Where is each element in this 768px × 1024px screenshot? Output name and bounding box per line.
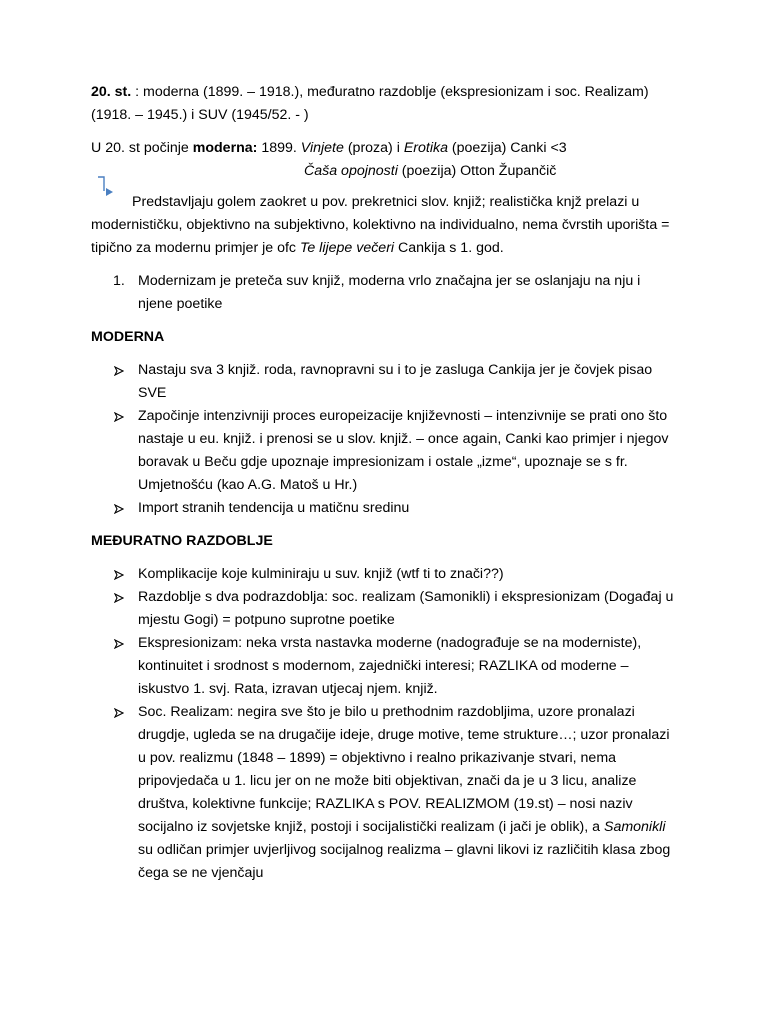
list-item-text-a: Soc. Realizam: negira sve što je bilo u prethodnim razdobljima, uzore pronalazi drugdje, ugleda se na drugačije ideje, druge motive, teme strukture…; uzor pronalazi u pov. realizmu (1848 – 1899) = objektivno i realno prikazivanje stvari, nema pripovjedača u 1. licu jer on ne može biti objektivan, znači da je u 3 licu, analize društva, kolektivne funkcije; RAZLIKA s POV. REALIZMOM (19.st) – nosi naziv socijalno iz sovjetske knjiž, postoji i socijalistički realizam (i jači je oblik), a bbox=[138, 704, 670, 835]
body-text-c: Cankija s 1. god. bbox=[394, 240, 504, 256]
casa-title: Čaša opojnosti bbox=[304, 163, 398, 179]
list-item bbox=[91, 359, 676, 405]
moderna-start-paragraph bbox=[91, 137, 676, 160]
list-item-text: Ekspresionizam: neka vrsta nastavka moderne (nadograđuje se na moderniste), kontinuitet i srodnost s modernom, zajednički interesi; RAZLIKA od moderne – iskustvo 1. svj. Rata, izravan utjecaj njem. knjiž. bbox=[138, 635, 642, 697]
list-item-text: Započinje intenzivniji proces europeizacije književnosti – intenzivnije se prati ono što nastaje u eu. knjiž. i prenosi se u slov. knjiž. – once again, Canki kao primjer i njegov boravak u Beču gdje upoznaje impresionizam i ostale „izme“, upoznaje se s fr. Umjetnošću (kao A.G. Matoš u Hr.) bbox=[138, 408, 669, 493]
arrow-bullet-icon bbox=[114, 593, 124, 603]
arrow-bullet-icon bbox=[114, 639, 124, 649]
body-title: Te lijepe večeri bbox=[299, 240, 395, 256]
u20-year: 1899. bbox=[257, 140, 301, 156]
moderna-list bbox=[91, 359, 676, 520]
u20-text-g: (poezija) Canki <3 bbox=[447, 140, 567, 156]
list-item-text-c: su odličan primjer uvjerljivog socijalnog realizma – glavni likovi iz različitih klasa zbog čega se ne vjenčaju bbox=[138, 842, 671, 881]
list-item-text: Komplikacije koje kulminiraju u suv. knjiž (wtf ti to znači??) bbox=[138, 566, 504, 582]
document-page bbox=[91, 81, 676, 895]
arrow-bullet-icon bbox=[114, 570, 124, 580]
heading-medjuratno: MEĐURATNO RAZDOBLJE bbox=[91, 533, 273, 549]
arrow-bullet-icon bbox=[114, 708, 124, 718]
intro-term: 20. st. bbox=[91, 84, 132, 100]
u20-text-e: (proza) i bbox=[343, 140, 404, 156]
arrow-bullet-icon bbox=[114, 412, 124, 422]
u20-text-a: U 20. st počinje bbox=[91, 140, 193, 156]
body-text-a: Predstavljaju golem zaokret u pov. prekretnici slov. knjiž; realistička knjž prelazi u modernističku, objektivno na subjektivno, kolektivno na individualno, nema čvrstih uporišta = tipično za modernu primjer je ofc bbox=[91, 194, 670, 256]
list-item-text: Razdoblje s dva podrazdoblja: soc. realizam (Samonikli) i ekspresionizam (Događaj u mjestu Gogi) = potpuno suprotne poetike bbox=[138, 589, 674, 628]
list-item bbox=[91, 701, 676, 885]
numbered-item-text: Modernizam je preteča suv knjiž, moderna vrlo značajna jer se oslanjaju na nju i njene poetike bbox=[138, 273, 641, 312]
list-number: 1. bbox=[113, 273, 125, 289]
casa-author: (poezija) Otton Župančič bbox=[397, 163, 557, 179]
arrow-bullet-icon bbox=[114, 366, 124, 376]
u20-moderna-term: moderna: bbox=[192, 140, 258, 156]
casa-line bbox=[91, 160, 676, 183]
list-item-text: Import stranih tendencija u matičnu sredinu bbox=[138, 500, 410, 516]
list-item bbox=[91, 497, 676, 520]
u20-title-erotika: Erotika bbox=[403, 140, 448, 156]
list-item bbox=[91, 563, 676, 586]
list-item bbox=[91, 632, 676, 701]
list-item-text: Nastaju sva 3 knjiž. roda, ravnopravni su i to je zasluga Cankija jer je čovjek pisao SVE bbox=[138, 362, 653, 401]
arrow-bullet-icon bbox=[114, 504, 124, 514]
list-item bbox=[91, 405, 676, 497]
u20-title-vinjete: Vinjete bbox=[300, 140, 344, 156]
list-item-title: Samonikli bbox=[603, 819, 666, 835]
intro-text: : moderna (1899. – 1918.), međuratno razdoblje (ekspresionizam i soc. Realizam) (1918. – 1945.) i SUV (1945/52. - ) bbox=[91, 84, 649, 123]
numbered-list bbox=[91, 270, 676, 316]
body-paragraph bbox=[91, 191, 676, 260]
numbered-item bbox=[91, 270, 676, 316]
heading-moderna: MODERNA bbox=[91, 329, 165, 345]
intro-paragraph bbox=[91, 81, 676, 127]
medjuratno-list bbox=[91, 563, 676, 885]
list-item bbox=[91, 586, 676, 632]
